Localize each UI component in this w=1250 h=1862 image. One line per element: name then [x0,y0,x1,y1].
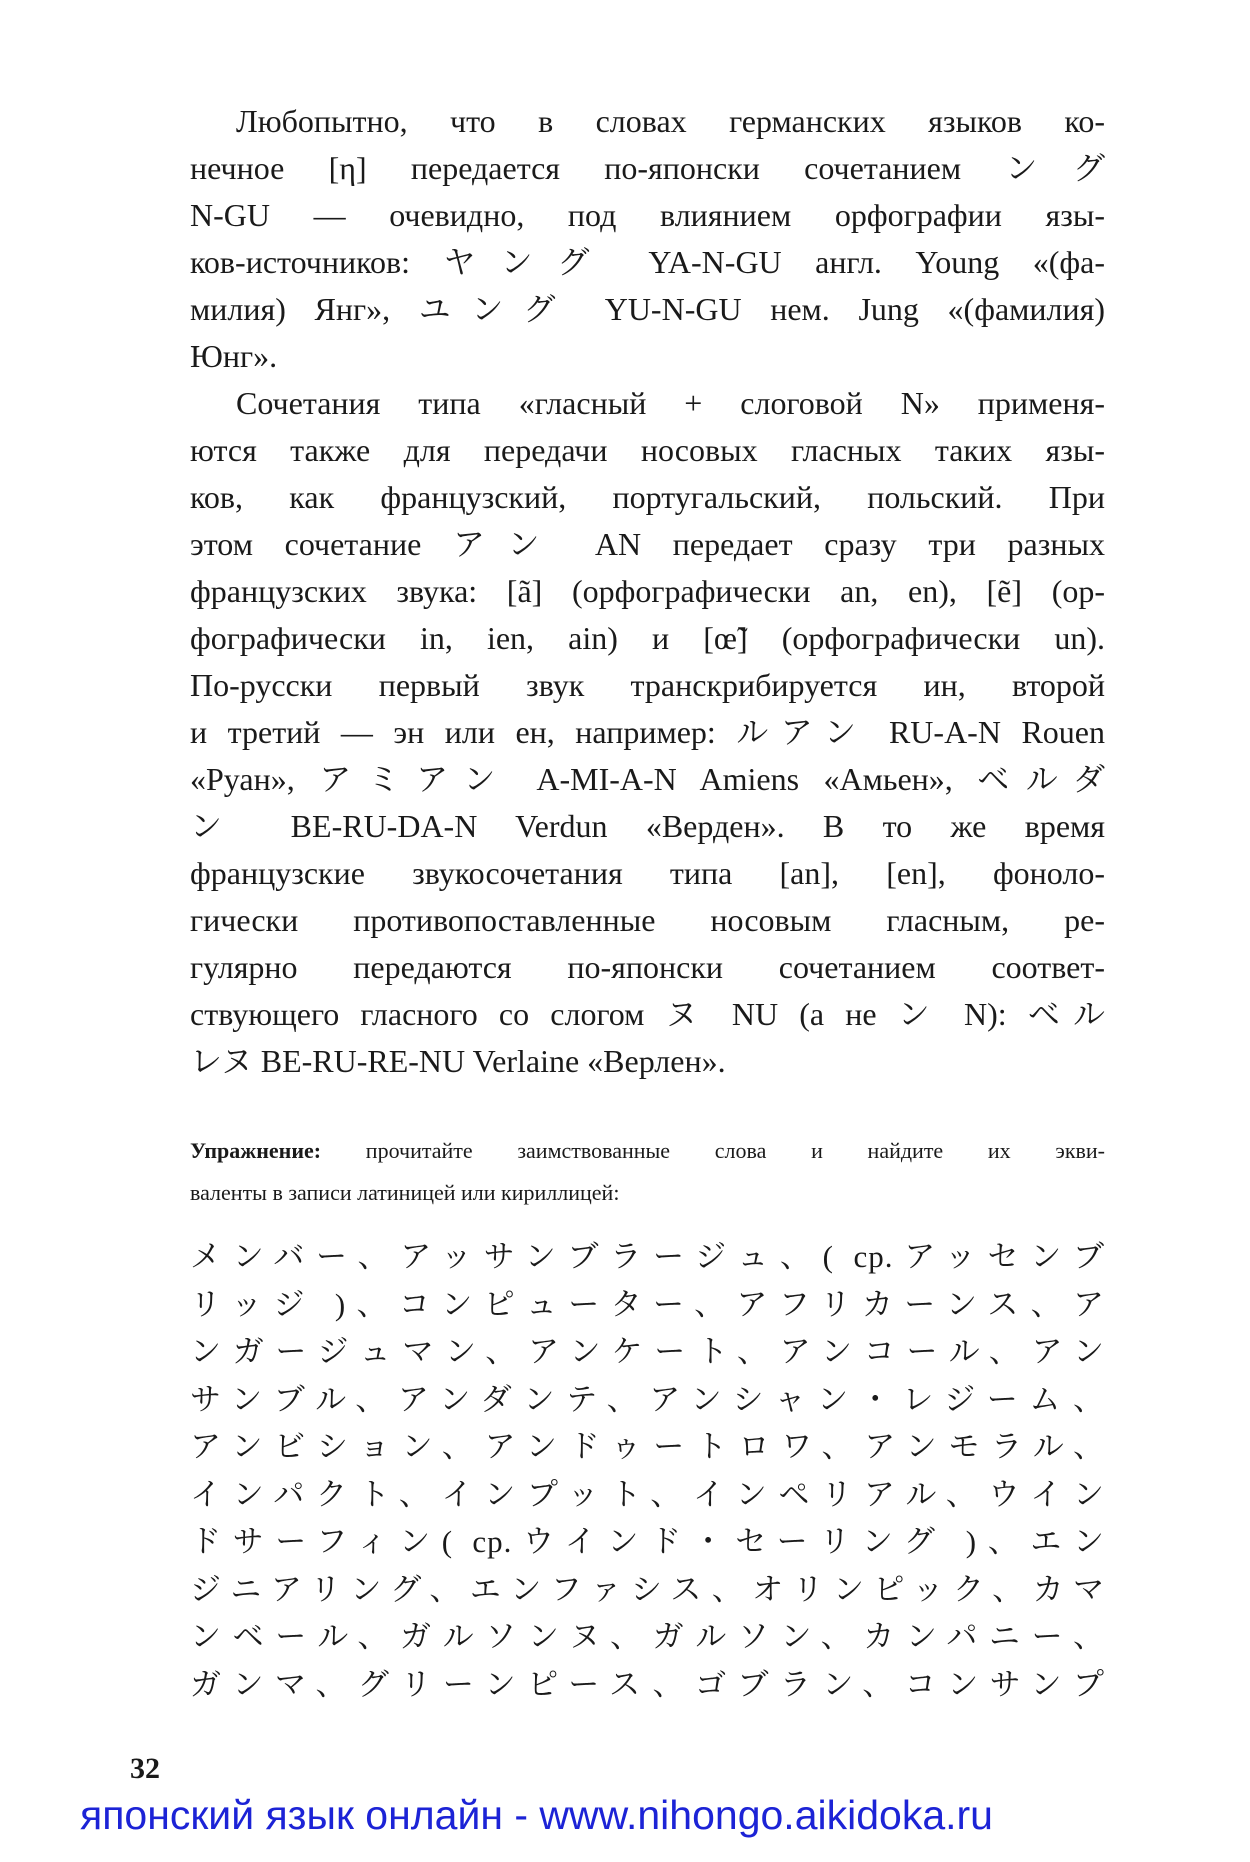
text-line: французские звукосочетания типа [an], [en], фоноло- [190,855,1105,891]
paragraph-1 [190,98,1105,380]
text-line: Юнг». [190,338,278,374]
text-line: N-GU — очевидно, под влиянием орфографии язы- [190,197,1105,233]
text-line: гулярно передаются по-японски сочетанием соответ- [190,949,1105,985]
text-line: По-русски первый звук транскрибируется ин, второй [190,667,1105,703]
text-line: гически противопоставленные носовым гласным, ре- [190,902,1105,938]
footer-website-link[interactable]: японский язык онлайн - www.nihongo.aikidoka.ru [80,1792,993,1838]
text-line: ков-источников: ヤング YA-N-GU англ. Young «(фа- [190,244,1105,280]
text-line: ются также для передачи носовых гласных таких язы- [190,432,1105,468]
kana-line: サンブル、アンダンテ、アンシャン・レジーム、 [190,1381,1105,1417]
text-line: этом сочетание アン AN передает сразу три разных [190,526,1105,562]
text-line: фографически in, ien, ain) и [œ̃] (орфографически un). [190,620,1105,656]
text-line: «Руан», アミアン A-MI-A-N Amiens «Амьен», ベルダ [190,761,1105,797]
katakana-word-list [190,1233,1105,1708]
text-line: ков, как французский, португальский, польский. При [190,479,1105,515]
kana-line: アンビション、アンドゥートロワ、アンモラル、 [190,1429,1105,1464]
text-line: французских звука: [ã] (орфографически an, en), [ẽ] (ор- [190,573,1105,609]
kana-line: メンバー、アッサンブラージュ、( cp.アッセンブ [190,1239,1105,1274]
main-text [190,98,1105,1085]
kana-line: ンガージュマン、アンケート、アンコール、アン [190,1334,1105,1369]
kana-line: ガンマ、グリーンピース、ゴブラン、コンサンプ [190,1666,1105,1702]
page-number: 32 [130,1752,160,1785]
text-line: и третий — эн или ен, например: ルアン RU-A-N Rouen [190,714,1105,750]
kana-line: リッジ )、コンピューター、アフリカーンス、ア [190,1286,1105,1322]
kana-line: インパクト、インプット、インペリアル、ウイン [190,1476,1105,1512]
text-line: ствующего гласного со слогом ヌ NU (а не ン N): ベル [190,996,1105,1032]
exercise-line: валенты в записи латиницей или кириллицей: [190,1180,620,1205]
exercise-text: прочитайте заимствованные слова и найдите их экви- [321,1138,1105,1163]
exercise-line [190,1130,1105,1172]
text-line: Сочетания типа «гласный + слоговой N» применя- [236,385,1105,421]
kana-line: ドサーフィン( cp.ウインド・セーリング )、エン [190,1524,1105,1559]
text-line: ン BE-RU-DA-N Verdun «Верден». В то же время [190,808,1105,844]
text-line: милия) Янг», ユング YU-N-GU нем. Jung «(фамилия) [190,291,1105,327]
kana-line: ジニアリング、エンファシス、オリンピック、カマ [190,1571,1105,1607]
paragraph-2 [190,380,1105,1085]
text-line: Любопытно, что в словах германских языков ко- [236,103,1105,139]
exercise-instruction [190,1130,1105,1214]
exercise-label: Упражнение: [190,1138,322,1163]
text-line: レヌ BE-RU-RE-NU Verlaine «Верлен». [190,1043,726,1079]
kana-line: ンベール、ガルソンヌ、ガルソン、カンパニー、 [190,1619,1105,1654]
text-line: нечное [η] передается по-японски сочетанием ング [190,150,1105,186]
